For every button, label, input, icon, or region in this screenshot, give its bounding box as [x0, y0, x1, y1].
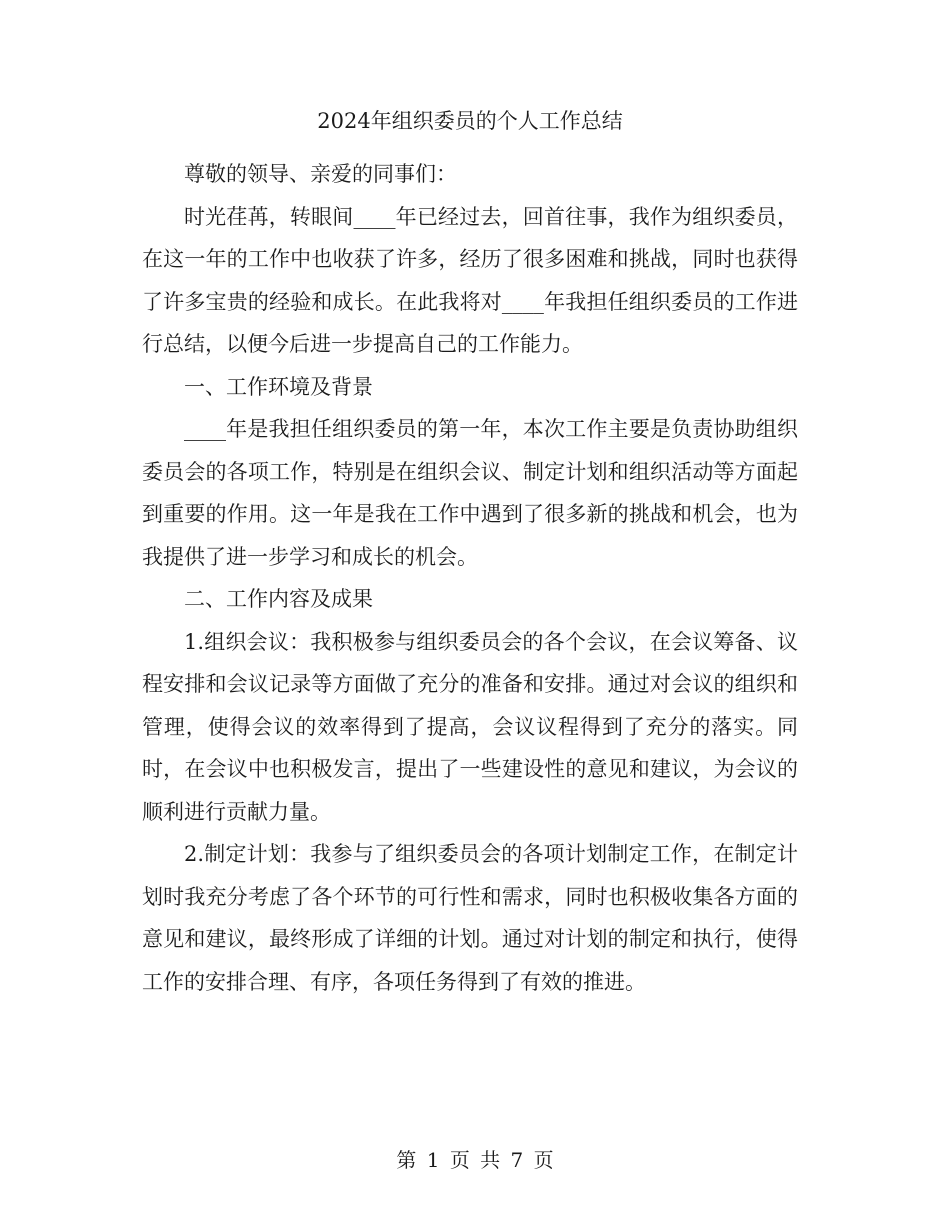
item-make-plans: 2.制定计划：我参与了组织委员会的各项计划制定工作，在制定计划时我充分考虑了各个环节的可行性和需求，同时也积极收集各方面的意见和建议，最终形成了详细的计划。通过对计划的制定和执行，使得工作的安排合理、有序，各项任务得到了有效的推进。 [142, 842, 798, 994]
intro-paragraph: 时光荏苒，转眼间____年已经过去，回首往事，我作为组织委员，在这一年的工作中也收获了许多，经历了很多困难和挑战，同时也获得了许多宝贵的经验和成长。在此我将对____年我担任组织委员的工作进行总结，以便今后进一步提高自己的工作能力。 [142, 204, 798, 356]
document-body [142, 99, 798, 1003]
background-paragraph: ____年是我担任组织委员的第一年，本次工作主要是负责协助组织委员会的各项工作，特别是在组织会议、制定计划和组织活动等方面起到重要的作用。这一年是我在工作中遇到了很多新的挑战和机会，也为我提供了进一步学习和成长的机会。 [142, 417, 798, 569]
salutation: 尊敬的领导、亲爱的同事们： [184, 162, 457, 186]
document-title: 2024年组织委员的个人工作总结 [317, 109, 623, 133]
item-organize-meetings: 1.组织会议：我积极参与组织委员会的各个会议，在会议筹备、议程安排和会议记录等方面做了充分的准备和安排。通过对会议的组织和管理，使得会议的效率得到了提高，会议议程得到了充分的落实。同时，在会议中也积极发言，提出了一些建设性的意见和建议，为会议的顺利进行贡献力量。 [142, 629, 798, 824]
section-heading-background: 一、工作环境及背景 [184, 374, 373, 399]
page-number-footer: 第 1 页 共 7 页 [396, 1148, 554, 1172]
section-heading-content: 二、工作内容及成果 [184, 587, 373, 611]
